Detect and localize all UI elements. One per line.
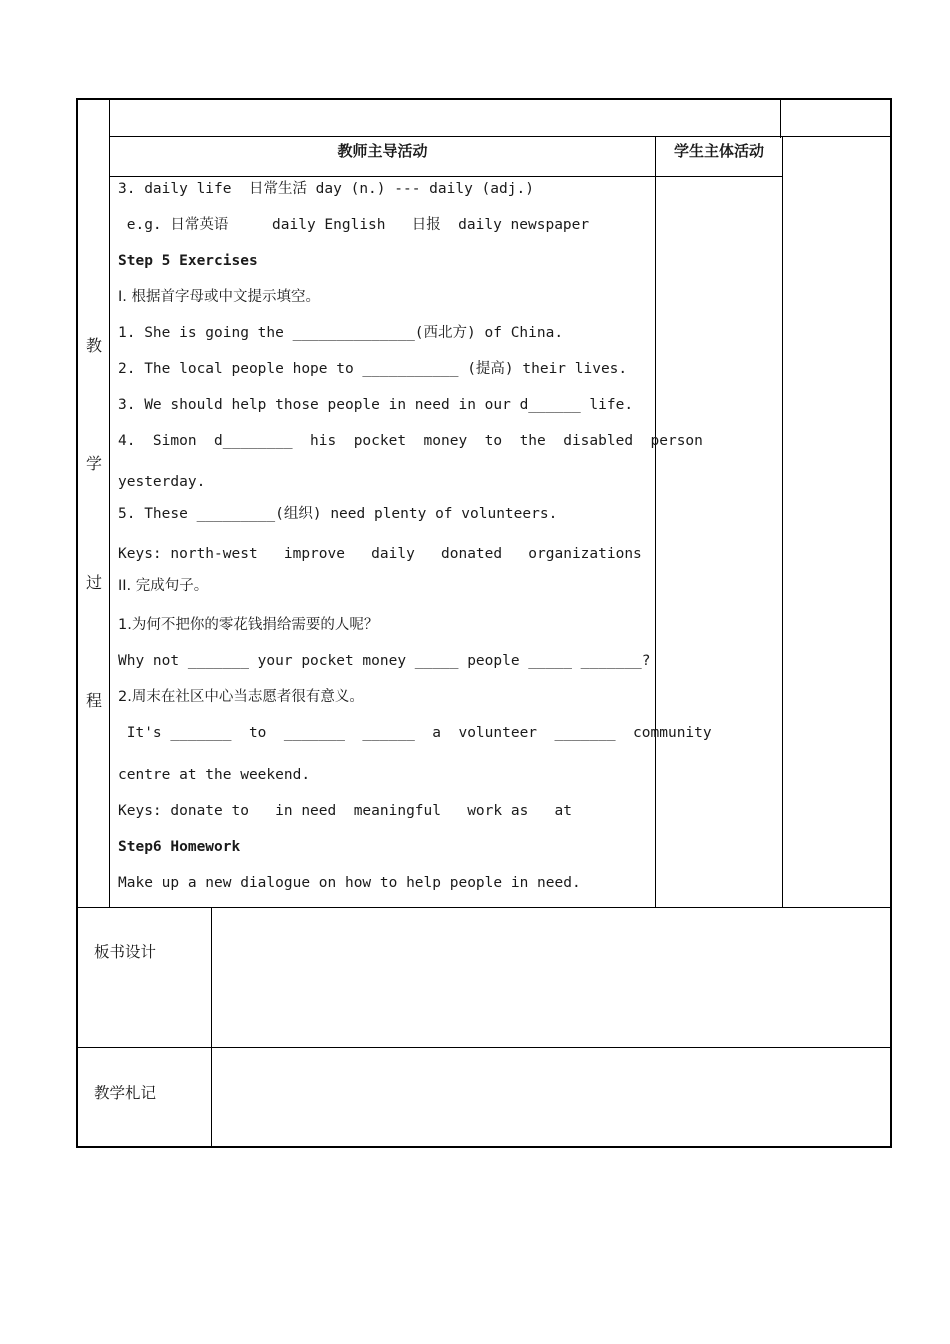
divider — [780, 98, 781, 138]
divider — [782, 137, 783, 908]
divider — [109, 98, 110, 908]
divider — [76, 1047, 892, 1048]
content-line: e.g. 日常英语 daily English 日报 daily newspaper — [118, 217, 590, 233]
content-line: 2. The local people hope to ___________ (提高) their lives. — [118, 361, 628, 377]
process-side-label-3: 过 — [85, 573, 102, 592]
content-line: 2.周末在社区中心当志愿者很有意义。 — [118, 689, 364, 705]
table-border-left — [76, 98, 78, 1148]
exercise-section-1-title: I. 根据首字母或中文提示填空。 — [118, 289, 320, 305]
board-design-label: 板书设计 — [94, 943, 157, 961]
content-line: centre at the weekend. — [118, 767, 311, 783]
keys-line: Keys: north-west improve daily donated organizations — [118, 546, 642, 562]
content-line: yesterday. — [118, 474, 206, 490]
exercise-section-2-title: II. 完成句子。 — [118, 578, 209, 594]
teacher-activity-header: 教师主导活动 — [337, 142, 428, 160]
divider — [76, 907, 892, 908]
teaching-notes-label: 教学札记 — [94, 1084, 157, 1102]
content-line: 1. She is going the ______________(西北方) of China. — [118, 325, 564, 341]
content-line: 3. daily life 日常生活 day (n.) --- daily (adj.) — [118, 181, 534, 197]
step6-heading: Step6 Homework — [118, 839, 241, 855]
student-activity-header: 学生主体活动 — [673, 142, 764, 160]
divider — [109, 176, 783, 177]
content-line: It's _______ to _______ ______ a volunteer _______ community — [118, 725, 712, 741]
content-line: Why not _______ your pocket money _____ people _____ _______? — [118, 653, 651, 669]
process-side-label-4: 程 — [85, 691, 102, 710]
divider — [211, 907, 212, 1147]
homework-line: Make up a new dialogue on how to help people in need. — [118, 875, 581, 891]
process-side-label-2: 学 — [85, 454, 102, 473]
step5-heading: Step 5 Exercises — [118, 253, 258, 269]
content-line: 5. These _________(组织) need plenty of volunteers. — [118, 506, 558, 522]
table-border-bottom — [76, 1146, 892, 1148]
content-line: 3. We should help those people in need in our d______ life. — [118, 397, 634, 413]
divider — [109, 136, 891, 137]
keys-line: Keys: donate to in need meaningful work as at — [118, 803, 572, 819]
content-line: 4. Simon d________ his pocket money to the disabled person — [118, 433, 703, 449]
content-line: 1.为何不把你的零花钱捐给需要的人呢？ — [118, 617, 379, 633]
divider — [655, 137, 656, 908]
table-border-top — [76, 98, 892, 100]
process-side-label-1: 教 — [85, 336, 102, 355]
table-border-right — [890, 98, 892, 1148]
